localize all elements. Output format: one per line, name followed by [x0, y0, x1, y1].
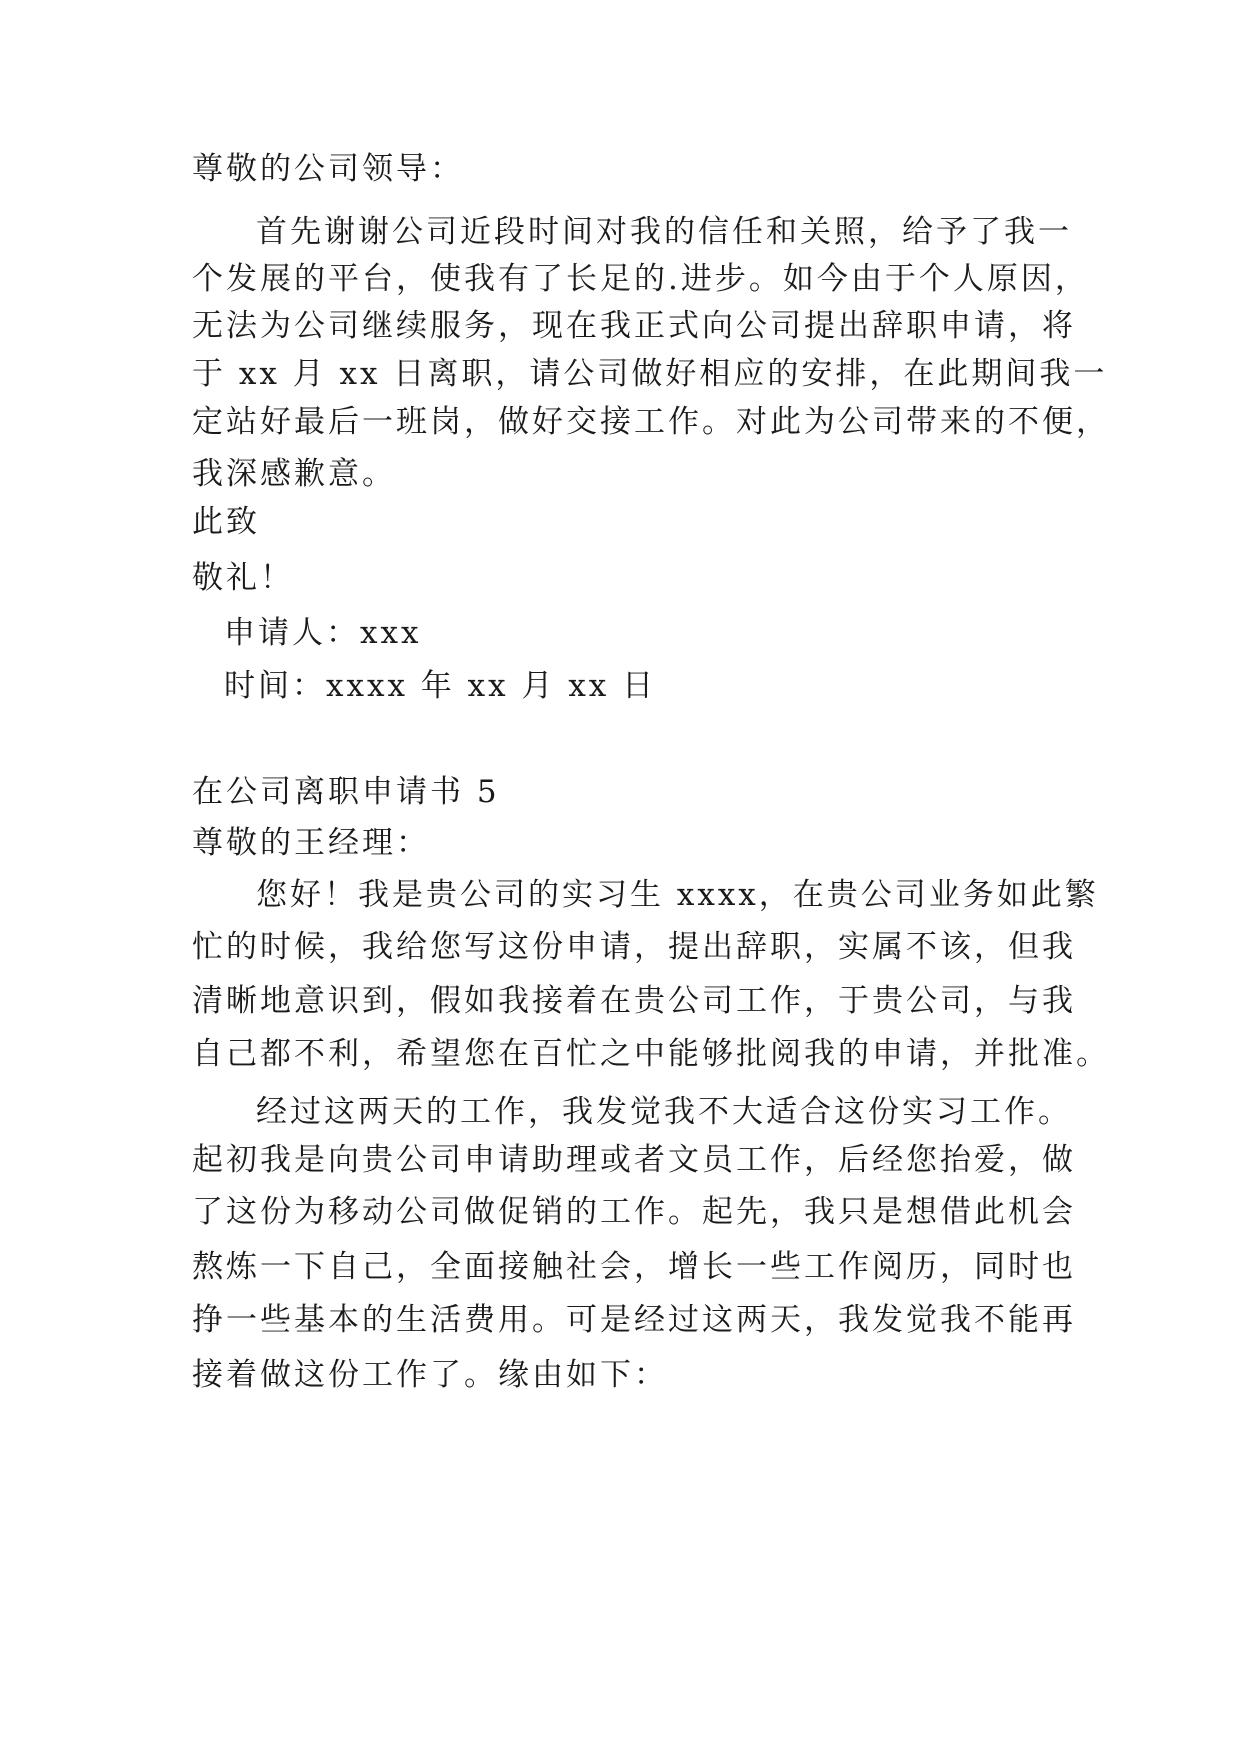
section-title: 在公司离职申请书 5 — [192, 774, 500, 810]
body-line: 个发展的平台，使我有了长足的.进步。如今由于个人原因， — [192, 261, 1089, 297]
body-line: 起初我是向贵公司申请助理或者文员工作，后经您抬爱，做 — [192, 1142, 1076, 1178]
signature-date: 时间：xxxx 年 xx 月 xx 日 — [224, 668, 657, 704]
closing-line: 此致 — [192, 504, 260, 540]
body-line: 清晰地意识到，假如我接着在贵公司工作，于贵公司，与我 — [192, 983, 1076, 1019]
body-line: 于 xx 月 xx 日离职，请公司做好相应的安排，在此期间我一 — [192, 356, 1108, 392]
body-line: 您好！我是贵公司的实习生 xxxx，在贵公司业务如此繁 — [256, 877, 1099, 913]
salutation: 尊敬的公司领导： — [192, 151, 464, 187]
body-line: 无法为公司继续服务，现在我正式向公司提出辞职申请，将 — [192, 308, 1076, 344]
body-line: 定站好最后一班岗，做好交接工作。对此为公司带来的不便， — [192, 404, 1110, 440]
closing-line: 敬礼！ — [192, 560, 294, 596]
body-line: 经过这两天的工作，我发觉我不大适合这份实习工作。 — [256, 1094, 1072, 1130]
body-line: 忙的时候，我给您写这份申请，提出辞职，实属不该，但我 — [192, 929, 1076, 965]
body-line: 熬炼一下自己，全面接触社会，增长一些工作阅历，同时也 — [192, 1249, 1076, 1285]
body-line: 接着做这份工作了。缘由如下： — [192, 1357, 668, 1393]
body-line: 我深感歉意。 — [192, 456, 396, 492]
body-line: 挣一些基本的生活费用。可是经过这两天，我发觉我不能再 — [192, 1302, 1076, 1338]
applicant-signature: 申请人：xxx — [224, 615, 422, 651]
body-line: 了这份为移动公司做促销的工作。起先，我只是想借此机会 — [192, 1194, 1076, 1230]
salutation: 尊敬的王经理： — [192, 825, 430, 861]
body-line: 首先谢谢公司近段时间对我的信任和关照，给予了我一 — [256, 214, 1072, 250]
body-line: 自己都不利，希望您在百忙之中能够批阅我的申请，并批准。 — [192, 1036, 1110, 1072]
